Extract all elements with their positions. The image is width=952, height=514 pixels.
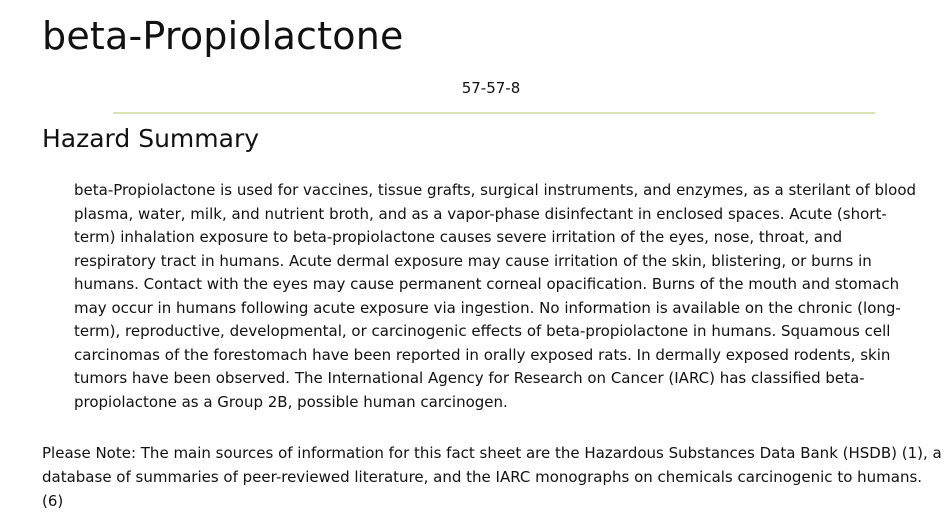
hazard-summary-paragraph: beta-Propiolactone is used for vaccines, tissue grafts, surgical instruments, and enzymes, as a sterilant of blood plasma, water, milk, and nutrient broth, and as a vapor-phase disinfectant in enclosed spaces. Acute (short-term) inhalation exposure to beta-propiolactone causes severe irritation of the eyes, nose, throat, and respiratory tract in humans. Acute dermal exposure may cause irritation of the skin, blistering, or burns in humans. Contact with the eyes may cause permanent corneal opacification. Burns of the mouth and stomach may occur in humans following acute exposure via ingestion. No information is available on the chronic (long-term), reproductive, developmental, or carcinogenic effects of beta-propiolactone in humans. Squamous cell carcinomas of the forestomach have been reported in orally exposed rats. In dermally exposed rodents, skin tumors have been observed. The International Agency for Research on Cancer (IARC) has classified beta-propiolactone as a Group 2B, possible human carcinogen. (74, 181, 917, 411)
page-title: beta-Propiolactone (42, 14, 404, 58)
sources-note: Please Note: The main sources of information for this fact sheet are the Hazardous Substances Data Bank (HSDB) (1), a database of summaries of peer-reviewed literature, and the IARC monographs on chemicals carcinogenic to humans. (6) (42, 444, 942, 510)
cas-number: 57-57-8 (461, 79, 521, 97)
hazard-summary-heading: Hazard Summary (42, 124, 260, 153)
section-divider (113, 112, 875, 114)
